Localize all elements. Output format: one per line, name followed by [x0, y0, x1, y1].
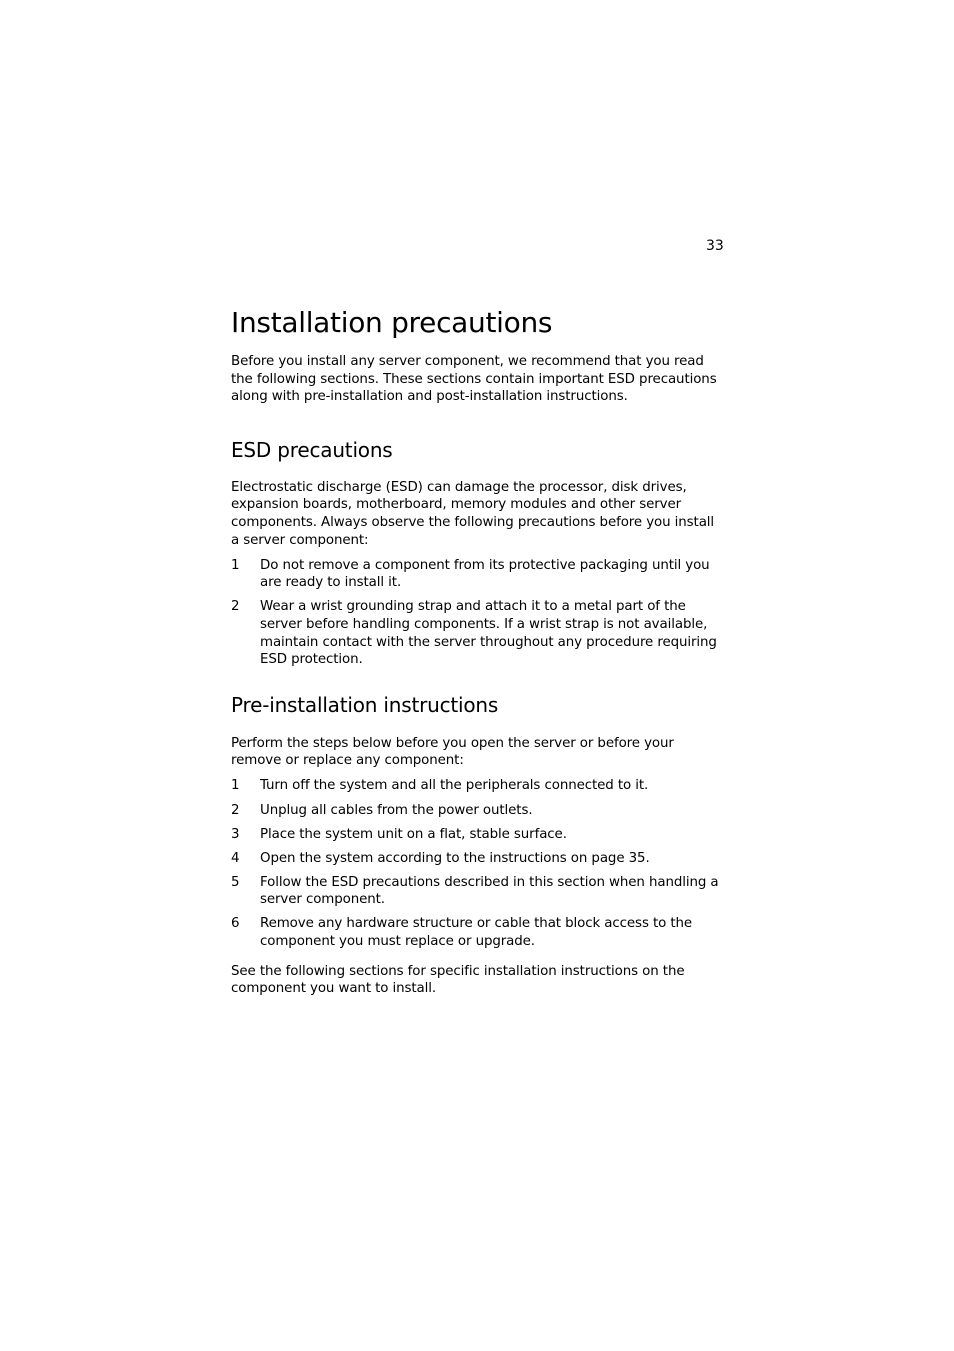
closing-paragraph: See the following sections for specific installation instructions on the component you want to install.	[231, 963, 685, 997]
pre-installation-intro-paragraph: Perform the steps below before you open the server or before your remove or replace any component:	[231, 735, 674, 769]
step-number: 3	[231, 826, 240, 842]
list-item	[231, 826, 721, 844]
esd-precautions-heading: ESD precautions	[231, 437, 393, 462]
step-text: Turn off the system and all the peripherals connected to it.	[260, 778, 649, 794]
step-text: Remove any hardware structure or cable that block access to the component you must replace or upgrade.	[260, 916, 693, 950]
step-number: 1	[231, 778, 240, 794]
list-item	[231, 777, 721, 795]
intro-paragraph: Before you install any server component, we recommend that you read the following sections. These sections contain important ESD precautions along with pre-installation and post-installation instructions.	[231, 354, 717, 405]
step-text: Unplug all cables from the power outlets.	[260, 802, 533, 818]
esd-steps-list	[231, 557, 721, 669]
step-number: 1	[231, 557, 240, 573]
step-number: 4	[231, 850, 240, 866]
step-text: Wear a wrist grounding strap and attach it to a metal part of the server before handling components. If a wrist strap is not available, maintain contact with the server throughout any procedure requiring ESD protection.	[260, 599, 717, 668]
page-content	[231, 304, 721, 998]
esd-intro-paragraph: Electrostatic discharge (ESD) can damage the processor, disk drives, expansion boards, motherboard, memory modules and other server components. Always observe the following precautions before you install a server component:	[231, 479, 715, 548]
pre-installation-heading: Pre-installation instructions	[231, 692, 499, 717]
step-number: 2	[231, 802, 240, 818]
step-text: Open the system according to the instructions on page 35.	[260, 850, 650, 866]
step-text: Do not remove a component from its protective packaging until you are ready to install it.	[260, 557, 710, 591]
step-text: Follow the ESD precautions described in this section when handling a server component.	[260, 874, 719, 908]
list-item	[231, 802, 721, 820]
step-number: 2	[231, 599, 240, 615]
list-item	[231, 915, 721, 950]
page-title: Installation precautions	[231, 306, 553, 339]
list-item	[231, 557, 721, 592]
list-item	[231, 874, 721, 909]
list-item	[231, 850, 721, 868]
step-number: 5	[231, 874, 240, 890]
list-item	[231, 598, 721, 668]
step-number: 6	[231, 916, 240, 932]
step-text: Place the system unit on a flat, stable surface.	[260, 826, 567, 842]
page-number: 33	[706, 238, 724, 254]
pre-installation-steps-list	[231, 777, 721, 950]
